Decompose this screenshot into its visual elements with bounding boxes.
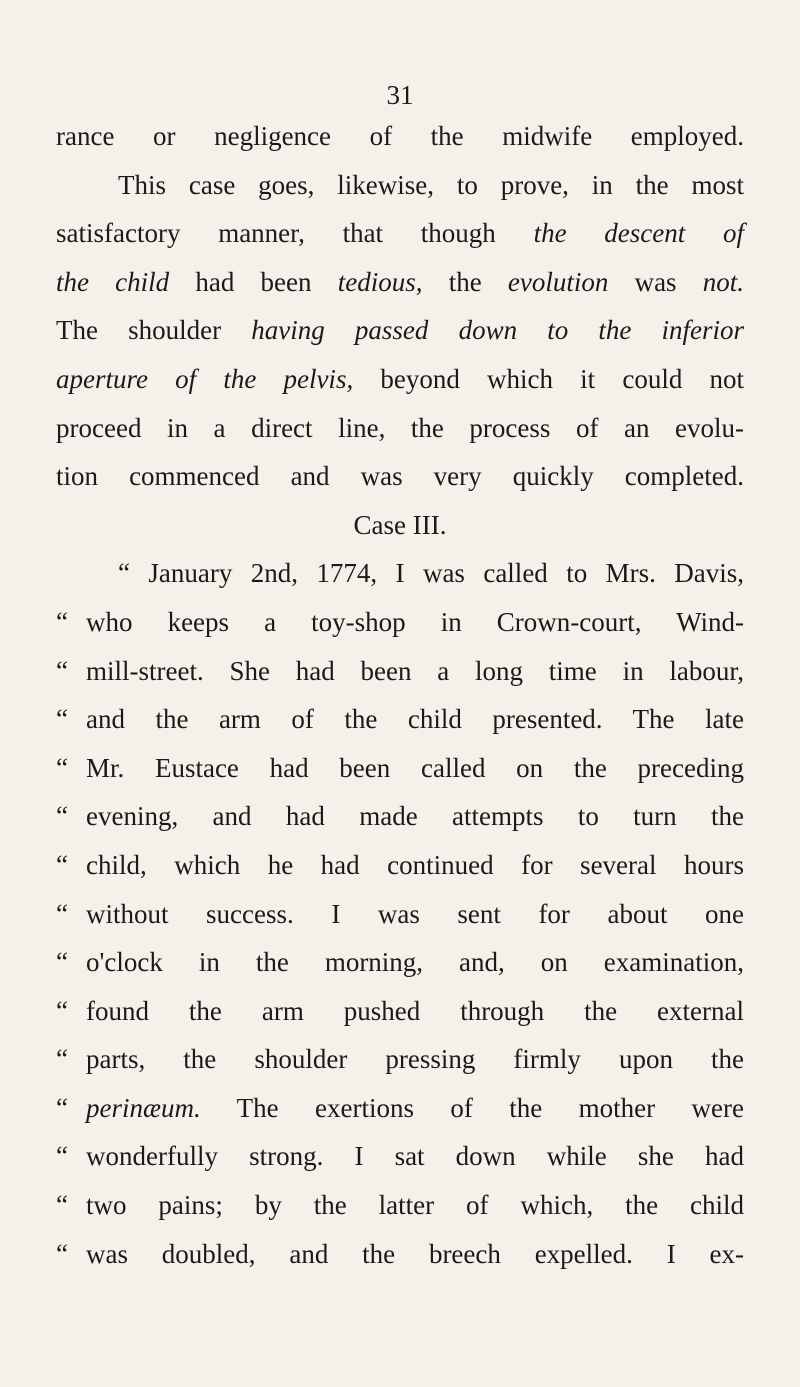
text-line: proceed in a direct line, the process of an evolu- xyxy=(56,412,744,443)
text-line: satisfactory manner, that though the descent of xyxy=(56,218,744,249)
text-line: tion commenced and was very quickly completed. xyxy=(56,461,744,492)
page-number: 31 xyxy=(386,80,414,110)
text-line: The shoulder having passed down to the inferior xyxy=(56,315,745,346)
text-line: “ perinæum. The exertions of the mother were xyxy=(56,1092,745,1123)
text-line: aperture of the pelvis, beyond which it could not xyxy=(56,363,744,394)
text-line: rance or negligence of the midwife employed. xyxy=(56,121,744,151)
italic-phrase: the descent of xyxy=(533,218,744,249)
text-line: “ and the arm of the child presented. The late xyxy=(56,704,744,735)
italic-phrase: aperture of the pelvis, xyxy=(56,363,354,394)
italic-phrase: evolution xyxy=(507,266,609,297)
italic-phrase: not. xyxy=(702,266,745,297)
italic-phrase: perinæum. xyxy=(86,1092,201,1123)
italic-phrase: the child xyxy=(56,266,170,297)
case-heading: Case III. xyxy=(353,509,447,540)
text-line: “ without success. I was sent for about one xyxy=(56,898,744,929)
text-line: “ mill-street. She had been a long time in labour, xyxy=(56,655,744,686)
text-line: “ found the arm pushed through the external xyxy=(56,995,744,1026)
text-line: This case goes, likewise, to prove, in the most xyxy=(118,169,744,200)
text-line: “ child, which he had continued for several hours xyxy=(56,849,744,880)
body-text xyxy=(56,112,744,1278)
text-line: “ o'clock in the morning, and, on examination, xyxy=(56,947,744,978)
text-line: “ parts, the shoulder pressing firmly upon the xyxy=(56,1044,744,1075)
text-line: “ wonderfully strong. I sat down while she had xyxy=(56,1141,744,1172)
text-line: the child had been tedious, the evolution was not. xyxy=(56,266,745,297)
text-line: “ January 2nd, 1774, I was called to Mrs. Davis, xyxy=(118,558,744,589)
text-line: “ who keeps a toy-shop in Crown-court, Wind- xyxy=(56,606,744,637)
text-line: “ Mr. Eustace had been called on the preceding xyxy=(56,752,744,783)
text-line: “ two pains; by the latter of which, the child xyxy=(56,1190,744,1221)
italic-phrase: having passed down to the inferior xyxy=(251,315,745,346)
italic-phrase: tedious, xyxy=(337,266,423,297)
text-line: “ evening, and had made attempts to turn the xyxy=(56,801,744,832)
text-line: “ was doubled, and the breech expelled. I ex- xyxy=(56,1238,744,1269)
